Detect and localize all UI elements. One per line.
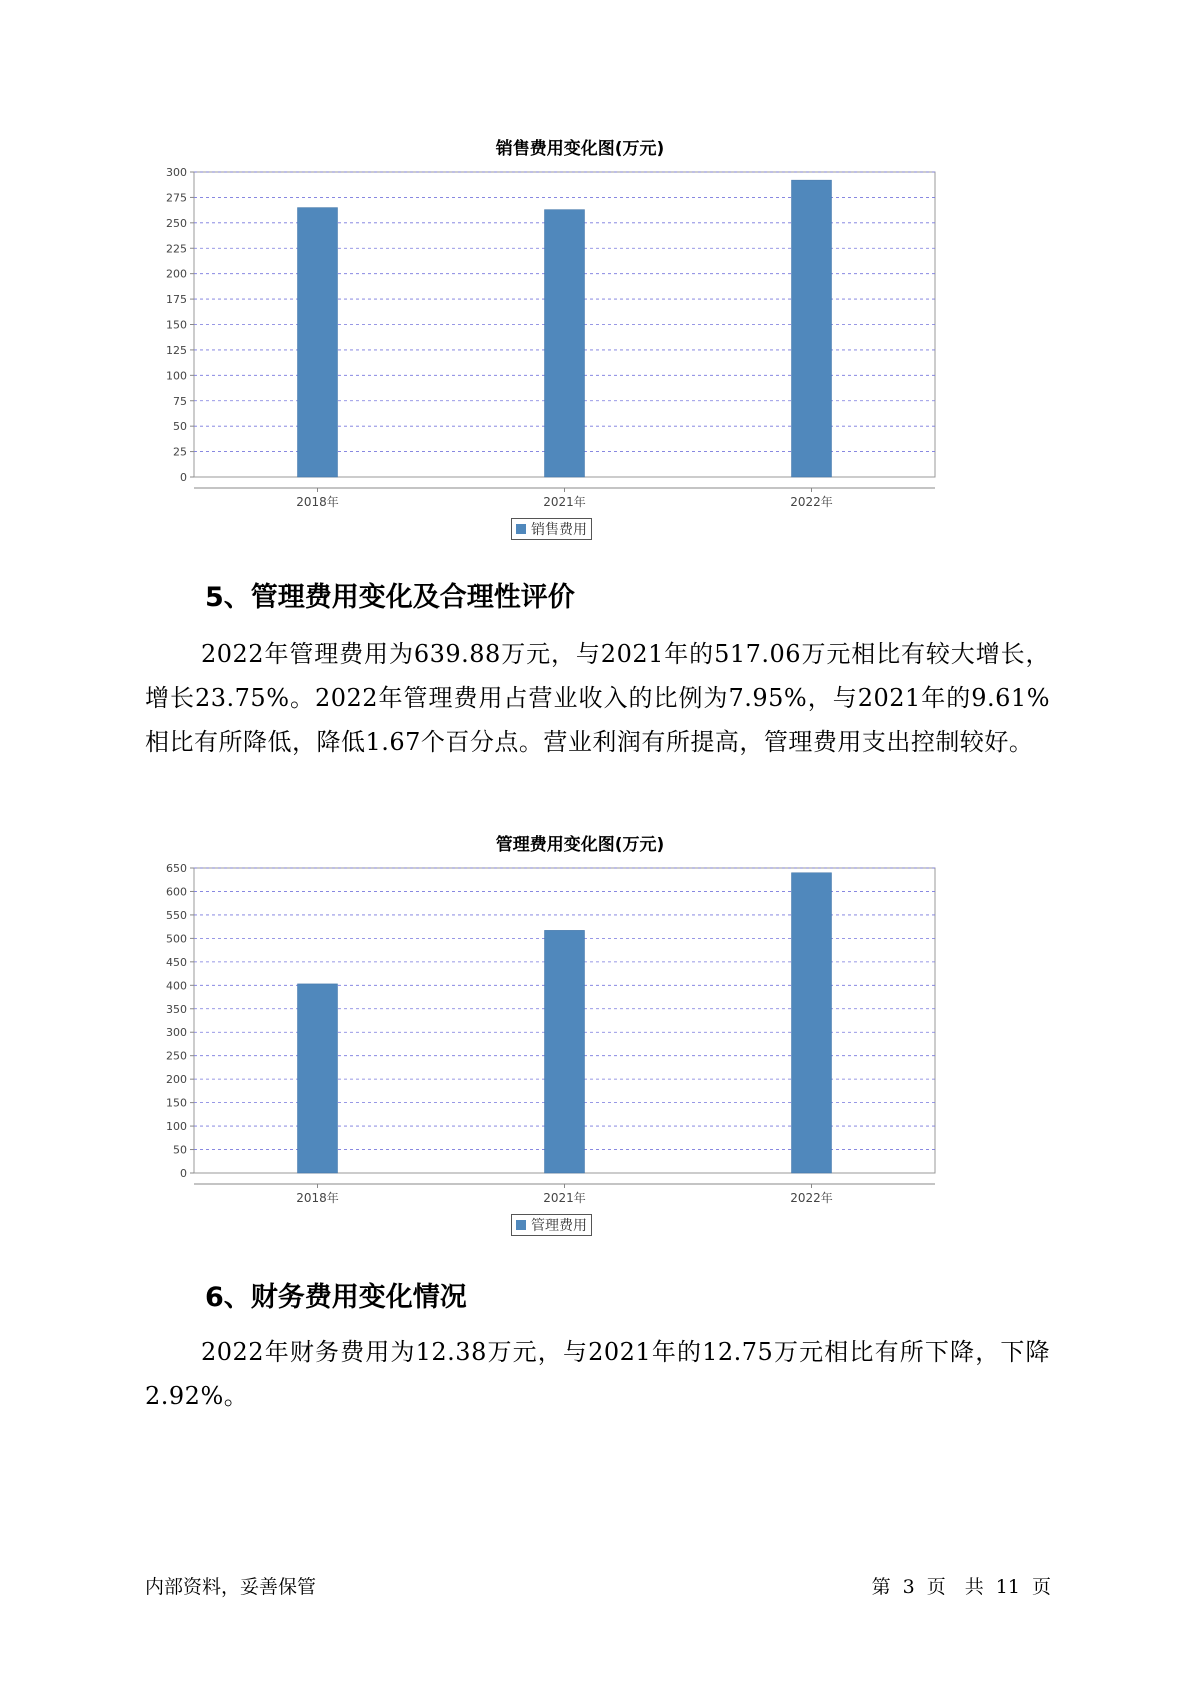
y-tick-label: 100: [166, 369, 187, 383]
y-tick-label: 125: [166, 343, 187, 357]
admin-expense-chart: [150, 830, 1010, 1250]
section-6-paragraph: 2022年财务费用为12.38万元，与2021年的12.75万元相比有所下降，下降2.92%。: [145, 1338, 1050, 1410]
y-tick-label: 50: [173, 420, 187, 434]
x-tick-label: 2021年: [543, 1191, 586, 1205]
y-tick-label: 150: [166, 1096, 187, 1110]
y-tick-label: 0: [180, 471, 187, 484]
bar: [792, 873, 832, 1173]
chart-legend: [511, 518, 592, 540]
y-tick-label: 250: [166, 1049, 187, 1063]
y-tick-label: 25: [173, 445, 187, 459]
sales-expense-bar-chart: [150, 166, 1010, 560]
footer-page-number: 第 3 页 共 11 页: [871, 1576, 1051, 1598]
bar: [545, 210, 585, 477]
legend-swatch: [516, 1220, 526, 1230]
chart-legend: [511, 1214, 592, 1236]
sales-expense-chart: [150, 130, 1010, 550]
legend-label: 销售费用: [531, 522, 587, 538]
y-tick-label: 300: [166, 166, 187, 179]
y-tick-label: 175: [166, 293, 187, 307]
section-5-heading: 5、管理费用变化及合理性评价: [205, 582, 575, 613]
x-tick-label: 2021年: [543, 495, 586, 509]
x-tick-label: 2022年: [790, 1191, 833, 1205]
y-tick-label: 275: [166, 191, 187, 205]
admin-expense-bar-chart: [150, 862, 1010, 1256]
chart-title: 管理费用变化图(万元): [495, 835, 665, 855]
footer-confidential-note: 内部资料，妥善保管: [145, 1576, 317, 1598]
y-tick-label: 350: [166, 1002, 187, 1016]
y-tick-label: 600: [166, 885, 187, 899]
y-tick-label: 225: [166, 242, 187, 256]
x-tick-label: 2018年: [296, 1191, 339, 1205]
y-tick-label: 500: [166, 932, 187, 946]
y-tick-label: 400: [166, 979, 187, 993]
y-tick-label: 150: [166, 318, 187, 332]
y-tick-label: 50: [173, 1143, 187, 1157]
bar: [792, 180, 832, 477]
y-tick-label: 250: [166, 216, 187, 230]
chart-title: 销售费用变化图(万元): [495, 139, 665, 159]
y-tick-label: 0: [180, 1167, 187, 1180]
y-tick-label: 550: [166, 908, 187, 922]
legend-label: 管理费用: [531, 1218, 587, 1234]
y-tick-label: 100: [166, 1120, 187, 1134]
y-tick-label: 650: [166, 862, 187, 875]
y-tick-label: 200: [166, 1073, 187, 1087]
x-tick-label: 2018年: [296, 495, 339, 509]
bar: [298, 208, 338, 477]
y-tick-label: 300: [166, 1026, 187, 1040]
bar: [545, 930, 585, 1173]
y-tick-label: 200: [166, 267, 187, 281]
y-tick-label: 450: [166, 955, 187, 969]
section-6-heading: 6、财务费用变化情况: [205, 1282, 467, 1313]
x-tick-label: 2022年: [790, 495, 833, 509]
bar: [298, 984, 338, 1173]
y-tick-label: 75: [173, 394, 187, 408]
section-5-paragraph: 2022年管理费用为639.88万元，与2021年的517.06万元相比有较大增长，增长23.75%。2022年管理费用占营业收入的比例为7.95%，与2021年的9.61%相比有所降低，降低1.67个百分点。营业利润有所提高，管理费用支出控制较好。: [145, 640, 1050, 756]
legend-swatch: [516, 524, 526, 534]
